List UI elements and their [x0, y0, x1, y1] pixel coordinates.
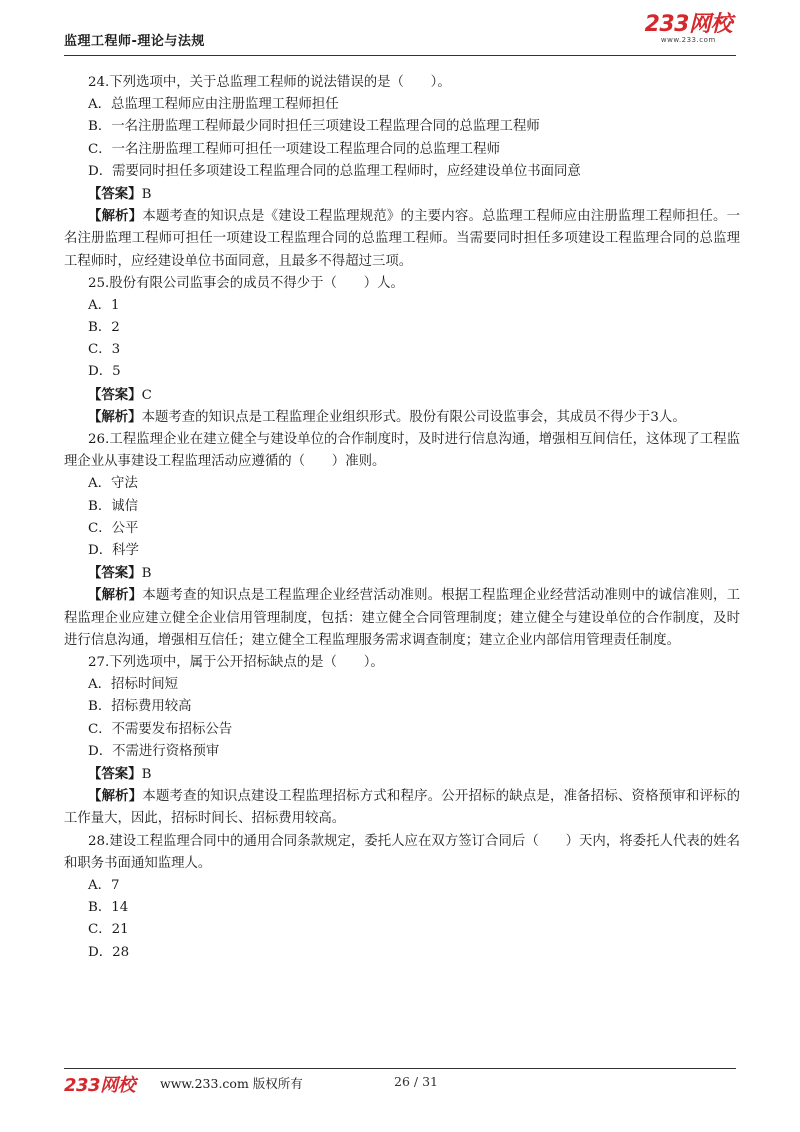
- footer-brand-logo: 233网校: [64, 1075, 136, 1096]
- option-c: C．3: [88, 342, 121, 358]
- analysis-text: 本题考查的知识点是《建设工程监理规范》的主要内容。总监理工程师应由注册监理工程师担任。一名注册监理工程师可担任一项建设工程监理合同的总监理工程师。当需要同时担任多项建设工程监理合同的总监理工程师时，应经建设单位书面同意，且最多不得超过三项。: [64, 209, 741, 269]
- answer-tag: 【答案】: [88, 386, 142, 403]
- option-a: A．1: [88, 297, 120, 313]
- analysis: [64, 785, 740, 830]
- question-list: [64, 72, 740, 964]
- analysis-tag: 【解析】: [88, 408, 142, 425]
- brand-logo: [645, 14, 732, 45]
- option-b: B．招标费用较高: [88, 699, 192, 715]
- question-stem: 26.工程监理企业在建立健全与建设单位的合作制度时，及时进行信息沟通，增强相互间信任，这体现了工程监理企业从事建设工程监理活动应遵循的（ ）准则。: [64, 432, 740, 470]
- question-stem: 27.下列选项中，属于公开招标缺点的是（ ）。: [88, 655, 384, 671]
- answer-line: [64, 384, 740, 406]
- question-stem: 25.股份有限公司监事会的成员不得少于（ ）人。: [88, 275, 404, 291]
- option-d: D．不需进行资格预审: [88, 743, 220, 759]
- question-26: [64, 429, 740, 652]
- analysis: [64, 406, 740, 429]
- answer-line: [64, 763, 740, 785]
- option-a: A．7: [88, 877, 120, 893]
- answer-line: [64, 183, 740, 205]
- page-number: 26 / 31: [394, 1074, 438, 1089]
- question-24: [64, 72, 740, 273]
- header-divider: [64, 55, 736, 56]
- answer-value: C: [141, 387, 152, 403]
- brand-logo-text: 233网校: [644, 12, 732, 37]
- answer-line: [64, 562, 740, 584]
- answer-value: B: [141, 186, 152, 202]
- question-28: [64, 831, 740, 964]
- option-b: B．14: [88, 900, 129, 916]
- analysis-text: 本题考查的知识点是工程监理企业经营活动准则。根据工程监理企业经营活动准则中的诚信准则，工程监理企业应建立健全企业信用管理制度，包括：建立健全合同管理制度；建立健全与建设单位的合作制度，及时进行信息沟通，增强相互信任；建立健全工程监理服务需求调查制度；建立企业内部信用管理责任制度。: [64, 588, 741, 648]
- analysis-text: 本题考查的知识点是工程监理企业组织形式。股份有限公司设监事会，其成员不得少于3人。: [141, 409, 686, 425]
- analysis-tag: 【解析】: [88, 788, 143, 805]
- analysis-text: 本题考查的知识点建设工程监理招标方式和程序。公开招标的缺点是，准备招标、资格预审和评标的工作量大，因此，招标时间长、招标费用较高。: [64, 789, 741, 827]
- question-27: [64, 652, 740, 831]
- question-stem: 24.下列选项中，关于总监理工程师的说法错误的是（ ）。: [88, 75, 451, 90]
- analysis: [64, 584, 740, 652]
- option-d: D．28: [88, 944, 130, 960]
- option-d: D．科学: [88, 543, 139, 559]
- option-a: A．守法: [88, 476, 138, 492]
- page-footer: [64, 1071, 736, 1096]
- option-c: C．21: [88, 922, 129, 938]
- analysis-tag: 【解析】: [88, 208, 143, 225]
- footer-divider: [64, 1068, 736, 1069]
- brand-logo-url: www.233.com: [660, 36, 716, 44]
- answer-tag: 【答案】: [88, 565, 142, 582]
- option-b: B．2: [88, 320, 120, 336]
- copyright-text: www.233.com 版权所有: [160, 1076, 303, 1091]
- page-header: [64, 0, 736, 56]
- option-c: C．一名注册监理工程师可担任一项建设工程监理合同的总监理工程师: [88, 141, 500, 157]
- option-a: A．总监理工程师应由注册监理工程师担任: [88, 97, 339, 113]
- answer-value: B: [141, 766, 152, 782]
- question-25: [64, 273, 740, 429]
- option-c: C．不需要发布招标公告: [88, 721, 233, 737]
- analysis: [64, 205, 740, 273]
- option-b: B．诚信: [88, 498, 139, 514]
- answer-tag: 【答案】: [88, 765, 142, 782]
- option-a: A．招标时间短: [88, 677, 179, 693]
- option-b: B．一名注册监理工程师最少同时担任三项建设工程监理合同的总监理工程师: [88, 119, 540, 135]
- option-c: C．公平: [88, 520, 139, 536]
- answer-value: B: [141, 566, 152, 582]
- question-stem: 28.建设工程监理合同中的通用合同条款规定，委托人应在双方签订合同后（ ）天内，将委托人代表的姓名和职务书面通知监理人。: [64, 833, 740, 871]
- analysis-tag: 【解析】: [88, 587, 143, 604]
- document-title: 监理工程师-理论与法规: [64, 34, 205, 49]
- answer-tag: 【答案】: [88, 185, 142, 202]
- option-d: D．5: [88, 364, 121, 380]
- option-d: D．需要同时担任多项建设工程监理合同的总监理工程师时，应经建设单位书面同意: [88, 163, 581, 179]
